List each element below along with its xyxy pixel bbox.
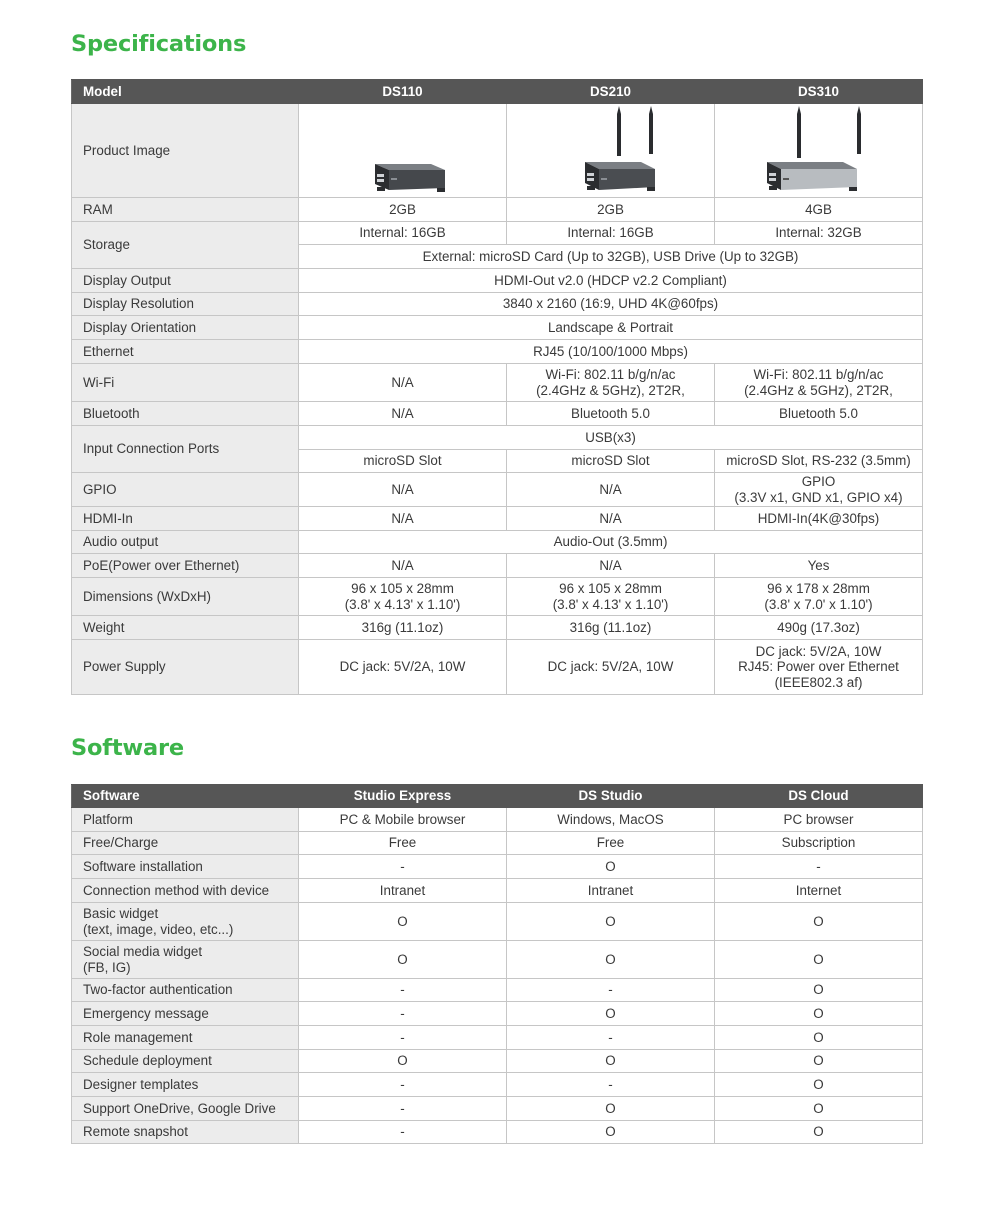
software-row	[72, 941, 923, 979]
bluetooth-ds310: Bluetooth 5.0	[715, 402, 923, 426]
wifi-ds310	[715, 364, 923, 402]
software-row-label	[72, 1050, 299, 1073]
dimensions-ds110-line-1: 96 x 105 x 28mm	[351, 581, 454, 596]
row-hdmi-in	[72, 507, 923, 531]
software-cell: -	[299, 1073, 507, 1097]
row-wifi	[72, 364, 923, 402]
software-row-label-line: Remote snapshot	[83, 1124, 188, 1140]
software-cell: O	[715, 1026, 923, 1050]
label-display-orientation: Display Orientation	[72, 316, 299, 340]
software-cell: O	[715, 903, 923, 941]
software-row	[72, 903, 923, 941]
software-cell: -	[507, 1073, 715, 1097]
software-row-label-line: Designer templates	[83, 1076, 199, 1092]
software-row-label-line: Support OneDrive, Google Drive	[83, 1100, 276, 1116]
software-cell: -	[299, 1121, 507, 1144]
power-ds110: DC jack: 5V/2A, 10W	[299, 640, 507, 695]
gpio-ds110: N/A	[299, 473, 507, 507]
row-product-image	[72, 104, 923, 198]
row-weight	[72, 616, 923, 640]
header-ds210: DS210	[507, 80, 715, 104]
software-cell: O	[507, 1050, 715, 1073]
row-display-output	[72, 269, 923, 293]
power-ds310-line-3: (IEEE802.3 af)	[774, 674, 863, 690]
software-row	[72, 1097, 923, 1121]
hdmi-in-ds310: HDMI-In(4K@30fps)	[715, 507, 923, 531]
software-row-label-line: Two-factor authentication	[83, 982, 233, 998]
dimensions-ds210-line-2: (3.8' x 4.13' x 1.10')	[552, 596, 669, 612]
software-cell: -	[299, 1026, 507, 1050]
software-cell: O	[299, 941, 507, 979]
specifications-heading: Specifications	[71, 31, 247, 57]
dimensions-ds310	[715, 578, 923, 616]
hdmi-in-ds110: N/A	[299, 507, 507, 531]
software-cell: -	[507, 1026, 715, 1050]
header-studio-express: Studio Express	[299, 785, 507, 808]
input-ports-ds310: microSD Slot, RS-232 (3.5mm)	[715, 450, 923, 473]
header-ds110: DS110	[299, 80, 507, 104]
software-row-label-line: Social media widget	[83, 944, 203, 959]
display-output-all: HDMI-Out v2.0 (HDCP v2.2 Compliant)	[299, 269, 923, 293]
software-cell: -	[715, 855, 923, 879]
software-row-label-line: Basic widget	[83, 906, 159, 921]
label-wifi: Wi-Fi	[72, 364, 299, 402]
dimensions-ds210	[507, 578, 715, 616]
software-heading: Software	[71, 735, 184, 761]
software-row	[72, 1121, 923, 1144]
power-ds310-line-1: DC jack: 5V/2A, 10W	[755, 643, 882, 659]
ram-ds210: 2GB	[507, 198, 715, 222]
software-cell: -	[299, 1097, 507, 1121]
storage-ds210: Internal: 16GB	[507, 222, 715, 245]
row-storage	[72, 222, 923, 245]
label-poe: PoE(Power over Ethernet)	[72, 554, 299, 578]
software-row-label-line: Platform	[83, 811, 133, 827]
software-row	[72, 832, 923, 855]
software-row	[72, 1050, 923, 1073]
weight-ds310: 490g (17.3oz)	[715, 616, 923, 640]
software-row	[72, 855, 923, 879]
software-cell: Free	[299, 832, 507, 855]
row-display-orientation	[72, 316, 923, 340]
software-row-label-line: (text, image, video, etc...)	[83, 921, 234, 937]
label-ethernet: Ethernet	[72, 340, 299, 364]
bluetooth-ds110: N/A	[299, 402, 507, 426]
gpio-ds310	[715, 473, 923, 507]
software-cell: Intranet	[507, 879, 715, 903]
software-cell: O	[507, 903, 715, 941]
ds310-image-cell	[715, 104, 923, 198]
label-storage: Storage	[72, 222, 299, 269]
dimensions-ds310-line-1: 96 x 178 x 28mm	[767, 581, 870, 596]
software-cell: Intranet	[299, 879, 507, 903]
software-cell: O	[715, 1121, 923, 1144]
software-cell: O	[507, 1121, 715, 1144]
gpio-ds310-line-2: (3.3V x1, GND x1, GPIO x4)	[734, 489, 903, 505]
weight-ds110: 316g (11.1oz)	[299, 616, 507, 640]
spec-header-row	[72, 80, 923, 104]
software-cell: Free	[507, 832, 715, 855]
label-dimensions: Dimensions (WxDxH)	[72, 578, 299, 616]
software-table-body	[72, 808, 923, 1144]
software-row-label	[72, 903, 299, 941]
display-orientation-all: Landscape & Portrait	[299, 316, 923, 340]
software-row	[72, 1002, 923, 1026]
ds310-device-image	[715, 104, 923, 197]
software-table	[71, 784, 923, 1144]
software-cell: O	[299, 1050, 507, 1073]
storage-ds110: Internal: 16GB	[299, 222, 507, 245]
software-cell: O	[715, 1073, 923, 1097]
software-row-label-line: Connection method with device	[83, 882, 270, 898]
software-row-label	[72, 1073, 299, 1097]
software-row-label	[72, 1002, 299, 1026]
software-cell: -	[299, 979, 507, 1002]
input-ports-all: USB(x3)	[299, 426, 923, 450]
ds210-image-cell	[507, 104, 715, 198]
software-row	[72, 879, 923, 903]
software-row-label	[72, 1097, 299, 1121]
wifi-ds210	[507, 364, 715, 402]
software-row-label-line: Software installation	[83, 858, 203, 874]
wifi-ds310-line-2: (2.4GHz & 5GHz), 2T2R,	[744, 382, 893, 398]
row-audio-output	[72, 531, 923, 554]
ram-ds310: 4GB	[715, 198, 923, 222]
label-power: Power Supply	[72, 640, 299, 695]
gpio-ds310-line-1: GPIO	[801, 474, 836, 489]
software-row-label	[72, 941, 299, 979]
dimensions-ds210-line-1: 96 x 105 x 28mm	[559, 581, 662, 596]
software-row-label	[72, 1026, 299, 1050]
ds110-image-cell	[299, 104, 507, 198]
software-row	[72, 979, 923, 1002]
software-row-label	[72, 979, 299, 1002]
wifi-ds210-line-2: (2.4GHz & 5GHz), 2T2R,	[536, 382, 685, 398]
software-cell: O	[507, 1002, 715, 1026]
software-row	[72, 1026, 923, 1050]
power-ds210: DC jack: 5V/2A, 10W	[507, 640, 715, 695]
storage-ds310: Internal: 32GB	[715, 222, 923, 245]
row-ram	[72, 198, 923, 222]
label-ram: RAM	[72, 198, 299, 222]
ds110-device-image	[299, 104, 507, 197]
ram-ds110: 2GB	[299, 198, 507, 222]
input-ports-ds210: microSD Slot	[507, 450, 715, 473]
software-cell: PC & Mobile browser	[299, 808, 507, 832]
header-ds-studio: DS Studio	[507, 785, 715, 808]
weight-ds210: 316g (11.1oz)	[507, 616, 715, 640]
software-row-label-line: Free/Charge	[83, 835, 159, 851]
wifi-ds210-line-1: Wi-Fi: 802.11 b/g/n/ac	[545, 367, 676, 382]
header-model: Model	[72, 80, 299, 104]
storage-external: External: microSD Card (Up to 32GB), USB Drive (Up to 32GB)	[299, 245, 923, 269]
software-row-label	[72, 1121, 299, 1144]
poe-ds210: N/A	[507, 554, 715, 578]
header-ds-cloud: DS Cloud	[715, 785, 923, 808]
wifi-ds310-line-1: Wi-Fi: 802.11 b/g/n/ac	[753, 367, 884, 382]
software-row-label-line: Emergency message	[83, 1005, 209, 1021]
software-header-row	[72, 785, 923, 808]
input-ports-ds110: microSD Slot	[299, 450, 507, 473]
label-audio-output: Audio output	[72, 531, 299, 554]
label-display-resolution: Display Resolution	[72, 293, 299, 316]
software-cell: O	[715, 1097, 923, 1121]
software-row-label	[72, 808, 299, 832]
row-input-ports	[72, 426, 923, 450]
software-row-label-line: (FB, IG)	[83, 959, 131, 975]
software-cell: PC browser	[715, 808, 923, 832]
software-cell: -	[507, 979, 715, 1002]
software-row-label-line: Role management	[83, 1029, 193, 1045]
row-poe	[72, 554, 923, 578]
poe-ds110: N/A	[299, 554, 507, 578]
software-row	[72, 808, 923, 832]
gpio-ds210: N/A	[507, 473, 715, 507]
row-bluetooth	[72, 402, 923, 426]
hdmi-in-ds210: N/A	[507, 507, 715, 531]
specifications-table	[71, 79, 923, 695]
software-cell: O	[507, 1097, 715, 1121]
dimensions-ds310-line-2: (3.8' x 7.0' x 1.10')	[764, 596, 873, 612]
header-software: Software	[72, 785, 299, 808]
bluetooth-ds210: Bluetooth 5.0	[507, 402, 715, 426]
wifi-ds110: N/A	[299, 364, 507, 402]
software-row-label	[72, 855, 299, 879]
software-cell: O	[507, 941, 715, 979]
software-cell: -	[299, 855, 507, 879]
software-cell: O	[715, 979, 923, 1002]
software-cell: -	[299, 1002, 507, 1026]
power-ds310	[715, 640, 923, 695]
dimensions-ds110-line-2: (3.8' x 4.13' x 1.10')	[344, 596, 461, 612]
label-display-output: Display Output	[72, 269, 299, 293]
label-weight: Weight	[72, 616, 299, 640]
software-row	[72, 1073, 923, 1097]
software-row-label	[72, 832, 299, 855]
row-dimensions	[72, 578, 923, 616]
display-resolution-all: 3840 x 2160 (16:9, UHD 4K@60fps)	[299, 293, 923, 316]
label-hdmi-in: HDMI-In	[72, 507, 299, 531]
dimensions-ds110	[299, 578, 507, 616]
software-cell: Subscription	[715, 832, 923, 855]
label-product-image: Product Image	[72, 104, 299, 198]
row-ethernet	[72, 340, 923, 364]
label-bluetooth: Bluetooth	[72, 402, 299, 426]
software-cell: O	[507, 855, 715, 879]
software-cell: Windows, MacOS	[507, 808, 715, 832]
row-power	[72, 640, 923, 695]
power-ds310-line-2: RJ45: Power over Ethernet	[738, 659, 899, 675]
software-cell: O	[715, 941, 923, 979]
software-cell: O	[715, 1050, 923, 1073]
audio-output-all: Audio-Out (3.5mm)	[299, 531, 923, 554]
header-ds310: DS310	[715, 80, 923, 104]
software-row-label	[72, 879, 299, 903]
software-cell: O	[715, 1002, 923, 1026]
poe-ds310: Yes	[715, 554, 923, 578]
label-input-ports: Input Connection Ports	[72, 426, 299, 473]
row-gpio	[72, 473, 923, 507]
ds210-device-image	[507, 104, 715, 197]
ethernet-all: RJ45 (10/100/1000 Mbps)	[299, 340, 923, 364]
row-display-resolution	[72, 293, 923, 316]
label-gpio: GPIO	[72, 473, 299, 507]
software-cell: Internet	[715, 879, 923, 903]
software-row-label-line: Schedule deployment	[83, 1053, 212, 1069]
software-cell: O	[299, 903, 507, 941]
